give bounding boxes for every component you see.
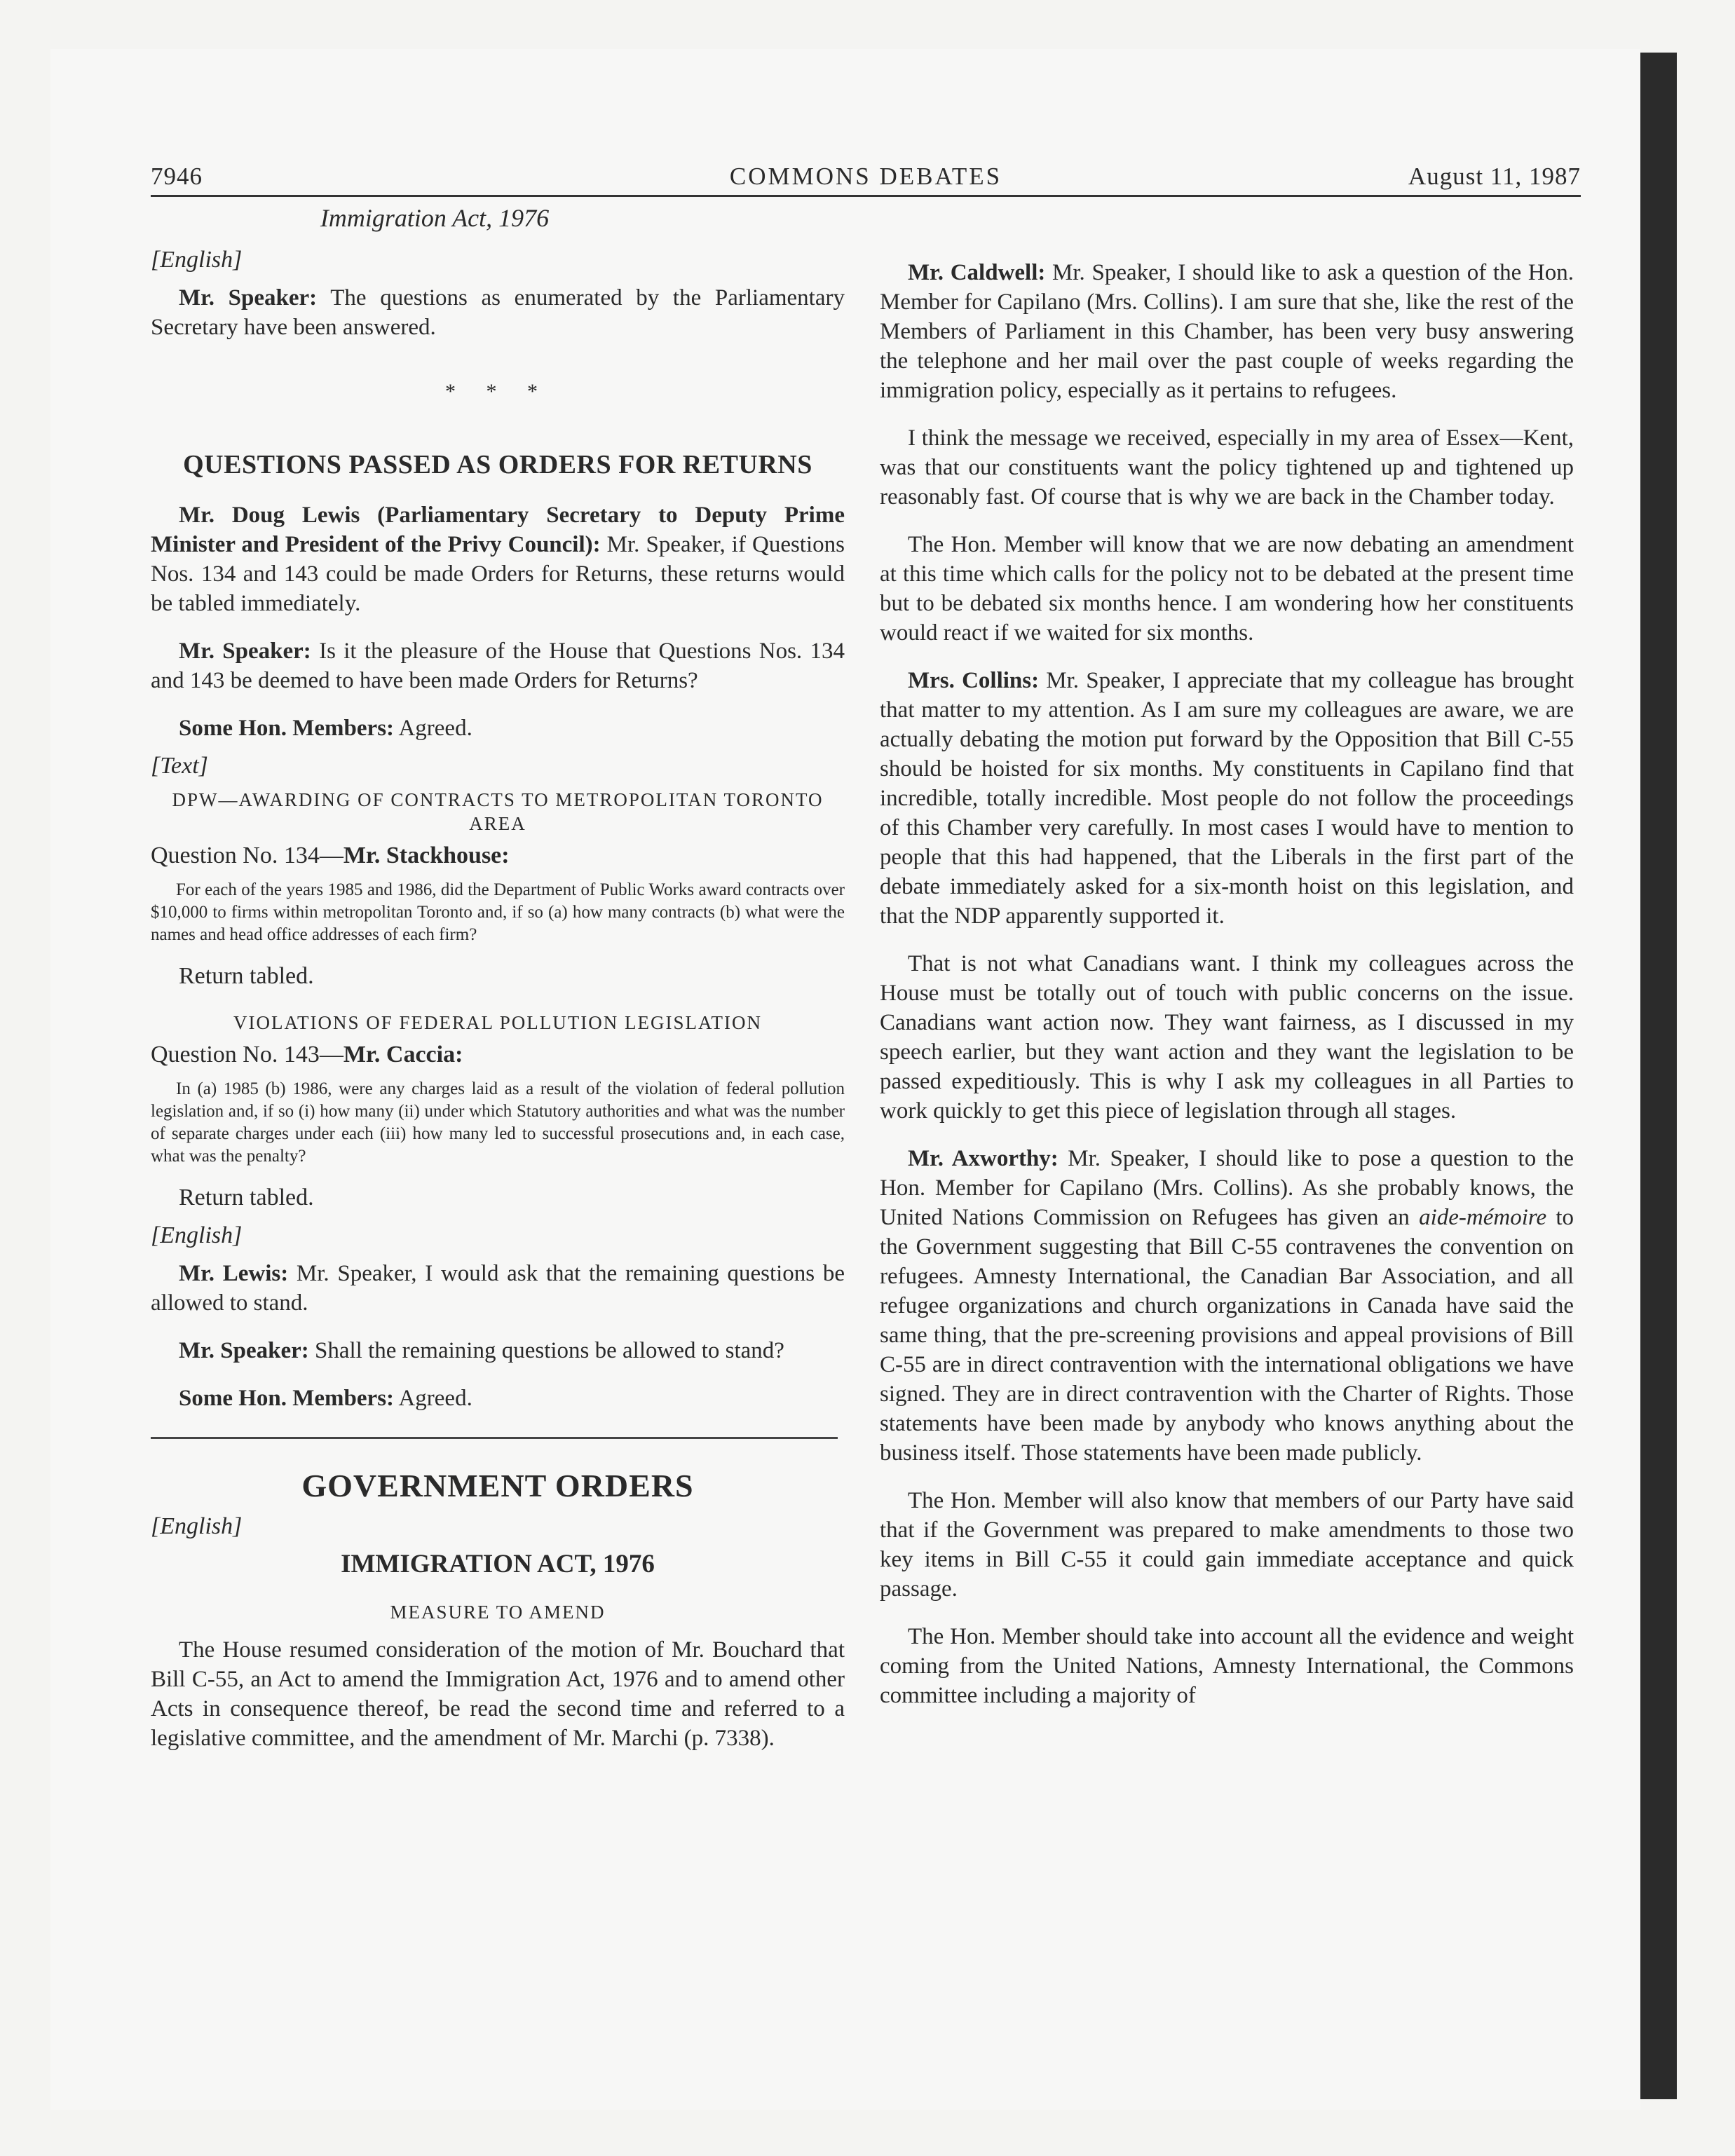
scan-edge bbox=[1640, 53, 1677, 2099]
measure-subtitle: MEASURE TO AMEND bbox=[390, 1602, 606, 1623]
paragraph: That is not what Canadians want. I think my colleagues across the House must be totally out of touch with public concerns on the issue. Canadians want action now. They want fairness, as I discussed in my speech earlier, but they want action and they want the legislation to be passed expeditiously. This is why I ask my colleagues in all Parties to work quickly to get this piece of legislation through all stages. bbox=[880, 951, 1574, 1124]
speaker-name: Some Hon. Members: bbox=[179, 1386, 395, 1411]
running-head bbox=[151, 160, 1581, 197]
paragraph bbox=[151, 636, 845, 695]
language-marker: [English] bbox=[151, 247, 243, 273]
paragraph: The House resumed consideration of the motion of Mr. Bouchard that Bill C-55, an Act to amend the Immigration Act, 1976 and to amend other Acts in consequence thereof, be read the second time and referred to a legislative committee, and the amendment of Mr. Marchi (p. 7338). bbox=[151, 1637, 845, 1751]
speech-text: Agreed. bbox=[394, 716, 472, 741]
paragraph bbox=[151, 714, 845, 743]
speaker-name: Mr. Doug Lewis (Parliamentary Secretary to Deputy Prime Minister and President of the Privy Council): bbox=[151, 503, 845, 557]
return-tabled: Return tabled. bbox=[179, 963, 314, 989]
language-marker: [Text] bbox=[151, 753, 208, 779]
paragraph bbox=[151, 1259, 845, 1318]
question-body: For each of the years 1985 and 1986, did the Department of Public Works award contracts over $10,000 to firms within metropolitan Toronto and, if so (a) how many contracts (b) what were the names and head office addresses of each firm? bbox=[151, 880, 845, 944]
paragraph bbox=[880, 1144, 1574, 1468]
speaker-name: Mr. Speaker: bbox=[179, 285, 318, 311]
paragraph: The Hon. Member will know that we are now debating an amendment at this time which calls for the policy not to be debated at the present time but to be debated six months hence. I am wondering how her constituents would react if we waited for six months. bbox=[880, 532, 1574, 646]
paragraph bbox=[880, 258, 1574, 405]
speaker-name: Mr. Caldwell: bbox=[908, 260, 1046, 285]
section-title: GOVERNMENT ORDERS bbox=[301, 1468, 694, 1503]
bill-title: IMMIGRATION ACT, 1976 bbox=[341, 1550, 655, 1578]
italic-term: aide-mémoire bbox=[1419, 1205, 1547, 1230]
question-title: VIOLATIONS OF FEDERAL POLLUTION LEGISLATION bbox=[233, 1012, 762, 1033]
issue-date: August 11, 1987 bbox=[1408, 163, 1581, 190]
speech-text: The questions as enumerated by the Parliamentary Secretary have been answered. bbox=[151, 285, 845, 340]
question-label: Question No. 134— bbox=[151, 842, 343, 868]
question-heading bbox=[151, 1040, 845, 1070]
publication-title: COMMONS DEBATES bbox=[729, 163, 1002, 190]
return-tabled: Return tabled. bbox=[179, 1185, 314, 1210]
section-title: QUESTIONS PASSED AS ORDERS FOR RETURNS bbox=[183, 450, 812, 479]
member-name: Mr. Caccia: bbox=[343, 1042, 463, 1067]
speech-text: Mr. Speaker, if Questions Nos. 134 and 143 could be made Orders for Returns, these returns would be tabled immediately. bbox=[151, 532, 845, 616]
member-name: Mr. Stackhouse: bbox=[343, 842, 510, 868]
speech-text: Mr. Speaker, I would ask that the remaining questions be allowed to stand. bbox=[151, 1261, 845, 1316]
question-heading bbox=[151, 841, 845, 871]
section-rule bbox=[151, 1437, 838, 1439]
topic-caption: Immigration Act, 1976 bbox=[320, 204, 550, 232]
left-column bbox=[151, 203, 845, 1771]
speaker-name: Mr. Lewis: bbox=[179, 1261, 289, 1286]
speech-text: Mr. Speaker, I should like to pose a question to the Hon. Member for Capilano (Mrs. Collins). As she probably knows, the United Nations Commission on Refugees has given an bbox=[880, 1146, 1574, 1230]
paragraph bbox=[151, 500, 845, 618]
speaker-name: Mrs. Collins: bbox=[908, 668, 1040, 693]
paragraph: The Hon. Member should take into account all the evidence and weight coming from the United Nations, Amnesty International, the Commons committee including a majority of bbox=[880, 1624, 1574, 1708]
question-title: DPW—AWARDING OF CONTRACTS TO METROPOLITAN TORONTO AREA bbox=[172, 789, 824, 834]
section-separator: * * * bbox=[445, 380, 550, 403]
paragraph bbox=[151, 1336, 845, 1365]
speech-text: Is it the pleasure of the House that Questions Nos. 134 and 143 be deemed to have been made Orders for Returns? bbox=[151, 639, 845, 693]
speech-text: Mr. Speaker, I appreciate that my colleague has brought that matter to my attention. As I am sure my colleagues are aware, we are actually debating the motion put forward by the Opposition that Bill C-55 should be hoisted for six months. My constituents in Capilano find that incredible, totally incredible. Most people do not follow the proceedings of this Chamber very carefully. In most cases I would have to mention to people that this had happened, that the Liberals in the first part of the debate immediately asked for a six-month hoist on this legislation, and that the NDP apparently supported it. bbox=[880, 668, 1574, 929]
speech-text: to the Government suggesting that Bill C-55 contravenes the convention on refugees. Amnesty International, the Canadian Bar Association, and all refugee organizations and church organizations in Canada have said the same thing, that the pre-screening provisions and appeal provisions of Bill C-55 are in direct contravention with the international obligations we have signed. They are in direct contravention with the Charter of Rights. Those statements have been made by anybody who knows anything about the business itself. Those statements have been made publicly. bbox=[880, 1205, 1574, 1466]
language-marker: [English] bbox=[151, 1513, 243, 1539]
page-number: 7946 bbox=[151, 163, 203, 190]
speech-text: Shall the remaining questions be allowed to stand? bbox=[308, 1338, 784, 1363]
speaker-name: Some Hon. Members: bbox=[179, 716, 395, 741]
speaker-name: Mr. Speaker: bbox=[179, 1338, 309, 1363]
paragraph bbox=[880, 666, 1574, 931]
paragraph bbox=[151, 1384, 845, 1413]
paragraph: I think the message we received, especially in my area of Essex—Kent, was that our constituents want the policy tightened up and tightened up reasonably fast. Of course that is why we are back in the Chamber today. bbox=[880, 425, 1574, 510]
question-body: In (a) 1985 (b) 1986, were any charges laid as a result of the violation of federal pollution legislation and, if so (i) how many (ii) under which Statutory authorities and what was the number of separate charges under each (iii) how many led to successful prosecutions and, in each case, what was the penalty? bbox=[151, 1079, 845, 1166]
question-label: Question No. 143— bbox=[151, 1042, 343, 1067]
paragraph bbox=[151, 283, 845, 342]
speaker-name: Mr. Speaker: bbox=[179, 639, 311, 664]
speech-text: Mr. Speaker, I should like to ask a question of the Hon. Member for Capilano (Mrs. Collins). I am sure that she, like the rest of the Members of Parliament in this Chamber, has been very busy answering the telephone and her mail over the past couple of weeks regarding the immigration policy, especially as it pertains to refugees. bbox=[880, 260, 1574, 403]
right-column bbox=[880, 203, 1574, 1728]
speech-text: Agreed. bbox=[394, 1386, 472, 1411]
paragraph: The Hon. Member will also know that members of our Party have said that if the Government was prepared to make amendments to those two key items in Bill C-55 it could gain immediate acceptance and quick passage. bbox=[880, 1488, 1574, 1602]
language-marker: [English] bbox=[151, 1222, 243, 1248]
speaker-name: Mr. Axworthy: bbox=[908, 1146, 1059, 1171]
